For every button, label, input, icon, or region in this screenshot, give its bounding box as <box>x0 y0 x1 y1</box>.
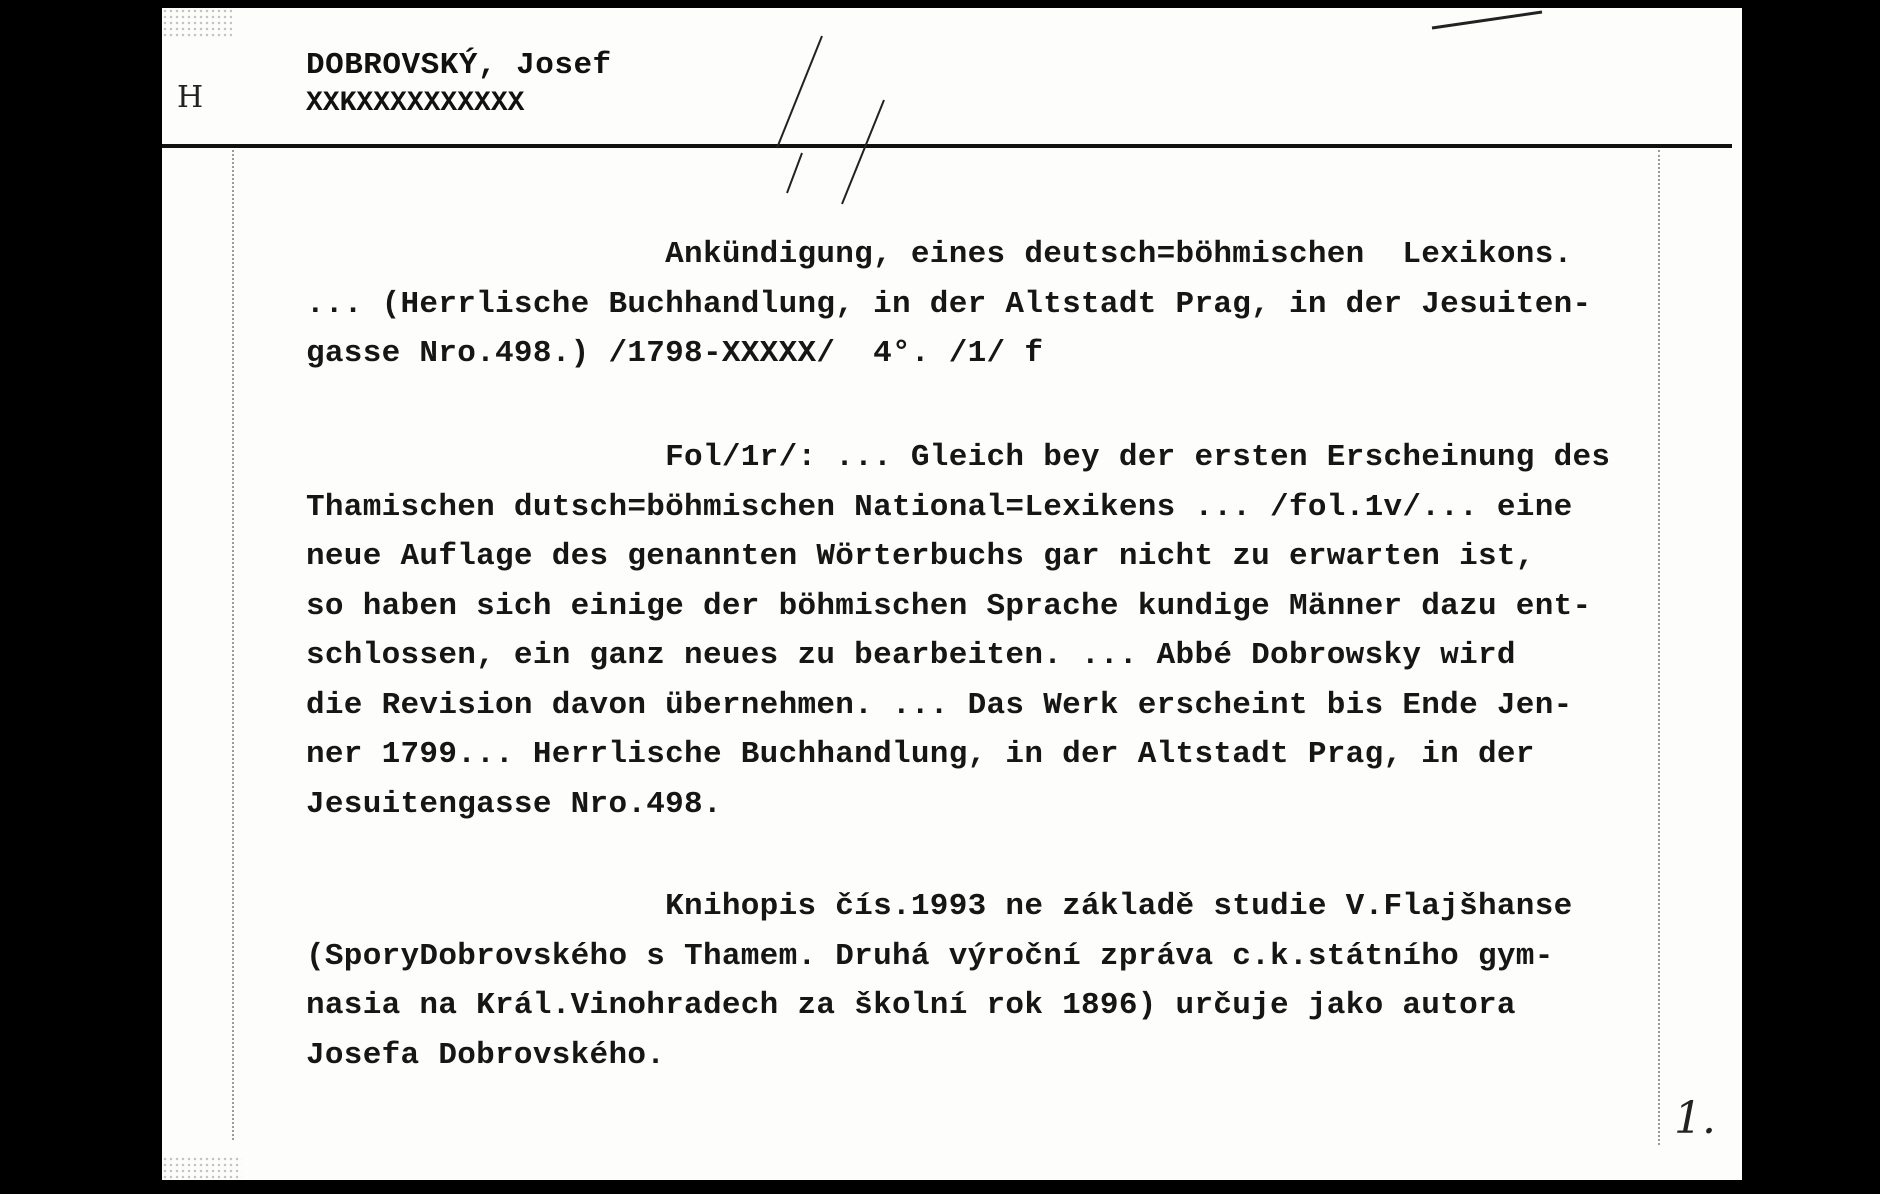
text-line: Ankündigung, eines deutsch=böhmischen Lexikons. <box>306 237 1573 272</box>
text-line: ner 1799... Herrlische Buchhandlung, in der Altstadt Prag, in der <box>306 737 1535 772</box>
quotation-paragraph <box>306 433 1666 829</box>
catalog-card <box>162 8 1742 1180</box>
text-line: Thamischen dutsch=böhmischen National=Lexikens ... /fol.1v/... eine <box>306 489 1573 525</box>
author-heading: DOBROVSKÝ, Josef <box>306 48 612 83</box>
scan-speckle-bottom <box>162 1156 242 1180</box>
entry-title-paragraph <box>306 230 1666 379</box>
page-number: 1. <box>1674 1093 1716 1144</box>
text-line: die Revision davon übernehmen. ... Das Werk erscheint bis Ende Jen- <box>306 687 1573 723</box>
text-line: Knihopis čís.1993 ne základě studie V.Flajšhanse <box>306 889 1573 924</box>
text-line: neue Auflage des genannten Wörterbuchs gar nicht zu erwarten ist, <box>306 539 1535 574</box>
text-line: schlossen, ein ganz neues zu bearbeiten. ... Abbé Dobrowsky wird <box>306 638 1516 673</box>
text-line: Josefa Dobrovského. <box>306 1037 666 1073</box>
struck-out-line: XXKXXXXXXXXXX <box>306 88 525 119</box>
pencil-stroke <box>1432 12 1542 28</box>
text-line: Fol/1r/: ... Gleich bey der ersten Erscheinung des <box>306 440 1611 475</box>
pencil-stroke <box>842 100 884 204</box>
attribution-paragraph <box>306 882 1666 1080</box>
tab-mark: H <box>177 80 204 115</box>
pencil-stroke <box>777 36 822 148</box>
text-line: Jesuitengasse Nro.498. <box>306 786 722 822</box>
text-line: so haben sich einige der böhmischen Sprache kundige Männer dazu ent- <box>306 588 1592 624</box>
text-line: nasia na Král.Vinohradech za školní rok 1896) určuje jako autora <box>306 988 1516 1023</box>
text-line: (SporyDobrovského s Thamem. Druhá výroční zpráva c.k.státního gym- <box>306 938 1554 974</box>
pencil-stroke <box>787 153 802 193</box>
text-line: ... (Herrlische Buchhandlung, in der Altstadt Prag, in der Jesuiten- <box>306 286 1592 322</box>
text-line: gasse Nro.498.) /1798-XXXXX/ 4°. /1/ f <box>306 336 1044 371</box>
